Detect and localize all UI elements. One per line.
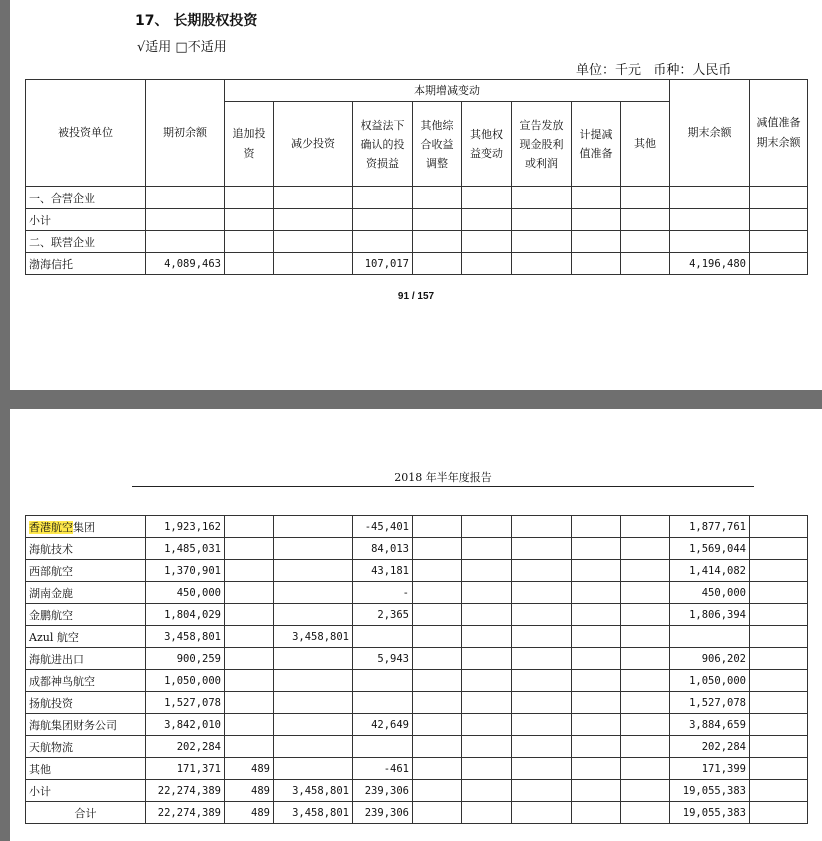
other-cell [621,626,670,648]
table-row [26,604,808,626]
impairment-cell [572,692,621,714]
col-oci: 其他综合收益调整 [413,102,462,187]
col-reduce: 减少投资 [274,102,353,187]
other-equity-cell [462,736,512,758]
impairment-end-cell [750,736,808,758]
investee-name: 一、合营企业 [29,191,95,205]
investee-name: 渤海信托 [29,257,73,271]
document-page-1 [10,0,822,390]
reduced-investment-cell [274,516,353,538]
table-row [26,648,808,670]
investee-name-cell [26,538,146,560]
closing-balance-cell [670,209,750,231]
investee-name-cell [26,209,146,231]
other-cell [621,538,670,560]
investee-name: 小计 [29,784,51,798]
other-cell [621,802,670,824]
closing-balance-cell: 1,569,044 [670,538,750,560]
investee-name-cell [26,516,146,538]
other-equity-cell [462,538,512,560]
investee-name-cell [26,560,146,582]
additional-investment-cell [225,736,274,758]
other-equity-cell [462,604,512,626]
col-opening: 期初余额 [146,80,225,187]
investee-name: 二、联营企业 [29,235,95,249]
other-cell [621,516,670,538]
closing-balance-cell [670,187,750,209]
closing-balance-cell: 1,414,082 [670,560,750,582]
oci-cell [413,209,462,231]
impairment-cell [572,648,621,670]
equity-income-cell: -45,401 [353,516,413,538]
impairment-end-cell [750,253,808,275]
investee-name: 合计 [74,806,97,820]
opening-balance-cell [146,209,225,231]
reduced-investment-cell: 3,458,801 [274,802,353,824]
other-cell [621,670,670,692]
investee-name-cell [26,626,146,648]
other-equity-cell [462,648,512,670]
impairment-end-cell [750,231,808,253]
reduced-investment-cell: 3,458,801 [274,626,353,648]
equity-income-cell [353,736,413,758]
closing-balance-cell: 19,055,383 [670,780,750,802]
other-cell [621,231,670,253]
investee-name: 金鹏航空 [29,608,73,622]
dividend-cell [512,714,572,736]
reduced-investment-cell [274,253,353,275]
dividend-cell [512,209,572,231]
dividend-cell [512,582,572,604]
other-cell [621,604,670,626]
dividend-cell [512,758,572,780]
equity-income-cell [353,209,413,231]
impairment-cell [572,802,621,824]
oci-cell [413,802,462,824]
impairment-end-cell [750,187,808,209]
reduced-investment-cell [274,560,353,582]
closing-balance-cell: 1,050,000 [670,670,750,692]
other-equity-cell [462,582,512,604]
reduced-investment-cell [274,648,353,670]
oci-cell [413,626,462,648]
investee-name-cell [26,648,146,670]
reduced-investment-cell [274,758,353,780]
opening-balance-cell: 22,274,389 [146,802,225,824]
investee-name: 扬航投资 [29,696,73,710]
closing-balance-cell: 4,196,480 [670,253,750,275]
additional-investment-cell [225,670,274,692]
closing-balance-cell: 1,527,078 [670,692,750,714]
dividend-cell [512,670,572,692]
other-equity-cell [462,231,512,253]
dividend-cell [512,187,572,209]
other-cell [621,736,670,758]
oci-cell [413,187,462,209]
other-equity-cell [462,187,512,209]
col-closing: 期末余额 [670,80,750,187]
impairment-cell [572,736,621,758]
closing-balance-cell [670,626,750,648]
oci-cell [413,670,462,692]
additional-investment-cell [225,209,274,231]
other-equity-cell [462,626,512,648]
other-equity-cell [462,692,512,714]
opening-balance-cell: 1,804,029 [146,604,225,626]
other-cell [621,692,670,714]
oci-cell [413,692,462,714]
table-row [26,758,808,780]
equity-income-cell: 239,306 [353,802,413,824]
impairment-cell [572,604,621,626]
additional-investment-cell [225,516,274,538]
impairment-cell [572,780,621,802]
equity-income-cell: 42,649 [353,714,413,736]
investee-name: 海航技术 [29,542,73,556]
investee-name-cell [26,780,146,802]
other-equity-cell [462,758,512,780]
page-number: 91 / 157 [397,291,435,302]
col-other-equity: 其他权益变动 [462,102,512,187]
equity-income-cell: 84,013 [353,538,413,560]
impairment-cell [572,560,621,582]
equity-income-cell [353,231,413,253]
document-page-2 [10,409,822,841]
additional-investment-cell [225,604,274,626]
impairment-end-cell [750,714,808,736]
impairment-end-cell [750,516,808,538]
opening-balance-cell [146,187,225,209]
impairment-end-cell [750,802,808,824]
table-row [26,802,808,824]
additional-investment-cell [225,231,274,253]
table-row [26,692,808,714]
opening-balance-cell: 202,284 [146,736,225,758]
equity-income-cell: 5,943 [353,648,413,670]
investee-name-cell [26,692,146,714]
col-dividend: 宣告发放现金股利或利润 [512,102,572,187]
investee-name-cell [26,714,146,736]
opening-balance-cell: 900,259 [146,648,225,670]
additional-investment-cell [225,692,274,714]
oci-cell [413,516,462,538]
opening-balance-cell: 171,371 [146,758,225,780]
other-cell [621,648,670,670]
reduced-investment-cell [274,714,353,736]
opening-balance-cell: 1,050,000 [146,670,225,692]
additional-investment-cell [225,538,274,560]
investee-name: 成都神鸟航空 [29,674,95,688]
dividend-cell [512,802,572,824]
equity-income-cell [353,626,413,648]
impairment-cell [572,209,621,231]
oci-cell [413,582,462,604]
closing-balance-cell: 171,399 [670,758,750,780]
investee-name-cell [26,231,146,253]
other-equity-cell [462,670,512,692]
table-row [26,780,808,802]
impairment-cell [572,670,621,692]
other-equity-cell [462,253,512,275]
investee-name: 海航集团财务公司 [29,718,117,732]
impairment-end-cell [750,648,808,670]
table-row [26,187,808,209]
investee-name-cell [26,604,146,626]
impairment-cell [572,538,621,560]
investee-name-cell [26,670,146,692]
table-row [26,209,808,231]
closing-balance-cell: 3,884,659 [670,714,750,736]
investee-name-cell [26,253,146,275]
opening-balance-cell: 1,370,901 [146,560,225,582]
dividend-cell [512,604,572,626]
investee-name-cell [26,802,146,824]
equity-income-cell [353,187,413,209]
dividend-cell [512,231,572,253]
dividend-cell [512,780,572,802]
dividend-cell [512,538,572,560]
other-equity-cell [462,802,512,824]
oci-cell [413,758,462,780]
investee-name-cell [26,187,146,209]
opening-balance-cell: 450,000 [146,582,225,604]
dividend-cell [512,692,572,714]
closing-balance-cell: 202,284 [670,736,750,758]
closing-balance-cell: 1,806,394 [670,604,750,626]
equity-income-cell: 2,365 [353,604,413,626]
additional-investment-cell [225,187,274,209]
applicability-note: √适用 □不适用 [137,40,227,55]
header-rule [132,486,754,487]
impairment-end-cell [750,626,808,648]
unit-currency-note: 单位：千元 币种：人民币 [576,63,732,78]
other-cell [621,187,670,209]
reduced-investment-cell [274,209,353,231]
highlighted-text: 香港航空 [29,520,73,534]
equity-investment-table-continued [25,515,808,824]
table-row [26,231,808,253]
equity-income-cell: 43,181 [353,560,413,582]
additional-investment-cell: 489 [225,758,274,780]
col-change-group: 本期增减变动 [225,80,670,102]
oci-cell [413,538,462,560]
reduced-investment-cell [274,538,353,560]
additional-investment-cell [225,253,274,275]
section-title: 17、 长期股权投资 [135,13,258,29]
table-row [26,582,808,604]
other-equity-cell [462,209,512,231]
investee-name: 湖南金鹿 [29,586,73,600]
col-impairment: 计提减值准备 [572,102,621,187]
investee-name: 小计 [29,213,51,227]
other-cell [621,253,670,275]
impairment-end-cell [750,758,808,780]
table-row [26,626,808,648]
other-cell [621,560,670,582]
equity-income-cell [353,670,413,692]
opening-balance-cell: 22,274,389 [146,780,225,802]
opening-balance-cell: 3,842,010 [146,714,225,736]
impairment-cell [572,758,621,780]
impairment-cell [572,626,621,648]
oci-cell [413,231,462,253]
oci-cell [413,648,462,670]
investee-name-cell [26,736,146,758]
other-equity-cell [462,560,512,582]
equity-income-cell: 107,017 [353,253,413,275]
dividend-cell [512,560,572,582]
dividend-cell [512,736,572,758]
col-equity-income: 权益法下确认的投资损益 [353,102,413,187]
oci-cell [413,560,462,582]
col-investee: 被投资单位 [26,80,146,187]
other-equity-cell [462,780,512,802]
oci-cell [413,253,462,275]
impairment-cell [572,187,621,209]
equity-investment-table-header [25,79,808,275]
impairment-cell [572,253,621,275]
equity-income-cell: 239,306 [353,780,413,802]
opening-balance-cell [146,231,225,253]
opening-balance-cell: 1,923,162 [146,516,225,538]
other-cell [621,758,670,780]
table-row [26,516,808,538]
additional-investment-cell: 489 [225,780,274,802]
reduced-investment-cell: 3,458,801 [274,780,353,802]
other-cell [621,209,670,231]
report-header-title: 2018 年半年度报告 [394,471,492,484]
table-row [26,670,808,692]
other-equity-cell [462,516,512,538]
impairment-end-cell [750,604,808,626]
investee-name: 集团 [73,520,95,534]
impairment-end-cell [750,209,808,231]
additional-investment-cell [225,582,274,604]
impairment-end-cell [750,692,808,714]
other-equity-cell [462,714,512,736]
equity-income-cell [353,692,413,714]
closing-balance-cell: 450,000 [670,582,750,604]
equity-income-cell: -461 [353,758,413,780]
impairment-cell [572,516,621,538]
additional-investment-cell [225,560,274,582]
other-cell [621,582,670,604]
investee-name-cell [26,582,146,604]
reduced-investment-cell [274,736,353,758]
table-row [26,560,808,582]
impairment-cell [572,714,621,736]
investee-name: 海航进出口 [29,652,84,666]
opening-balance-cell: 1,485,031 [146,538,225,560]
opening-balance-cell: 1,527,078 [146,692,225,714]
closing-balance-cell [670,231,750,253]
impairment-end-cell [750,560,808,582]
closing-balance-cell: 1,877,761 [670,516,750,538]
table-row [26,714,808,736]
table-row [26,538,808,560]
investee-name: 天航物流 [29,740,73,754]
reduced-investment-cell [274,692,353,714]
opening-balance-cell: 4,089,463 [146,253,225,275]
reduced-investment-cell [274,187,353,209]
oci-cell [413,736,462,758]
impairment-end-cell [750,582,808,604]
reduced-investment-cell [274,582,353,604]
dividend-cell [512,253,572,275]
additional-investment-cell [225,626,274,648]
oci-cell [413,714,462,736]
table-row [26,736,808,758]
reduced-investment-cell [274,231,353,253]
opening-balance-cell: 3,458,801 [146,626,225,648]
investee-name: Azul 航空 [29,630,79,644]
investee-name: 西部航空 [29,564,73,578]
reduced-investment-cell [274,670,353,692]
additional-investment-cell [225,714,274,736]
investee-name-cell [26,758,146,780]
impairment-end-cell [750,780,808,802]
oci-cell [413,604,462,626]
investee-name: 其他 [29,762,51,776]
dividend-cell [512,626,572,648]
dividend-cell [512,648,572,670]
impairment-end-cell [750,670,808,692]
col-impairment-end: 减值准备期末余额 [750,80,808,187]
col-add: 追加投资 [225,102,274,187]
closing-balance-cell: 19,055,383 [670,802,750,824]
reduced-investment-cell [274,604,353,626]
impairment-cell [572,582,621,604]
other-cell [621,780,670,802]
equity-income-cell: - [353,582,413,604]
other-cell [621,714,670,736]
table-row [26,253,808,275]
dividend-cell [512,516,572,538]
impairment-cell [572,231,621,253]
additional-investment-cell [225,648,274,670]
col-other: 其他 [621,102,670,187]
impairment-end-cell [750,538,808,560]
oci-cell [413,780,462,802]
additional-investment-cell: 489 [225,802,274,824]
closing-balance-cell: 906,202 [670,648,750,670]
